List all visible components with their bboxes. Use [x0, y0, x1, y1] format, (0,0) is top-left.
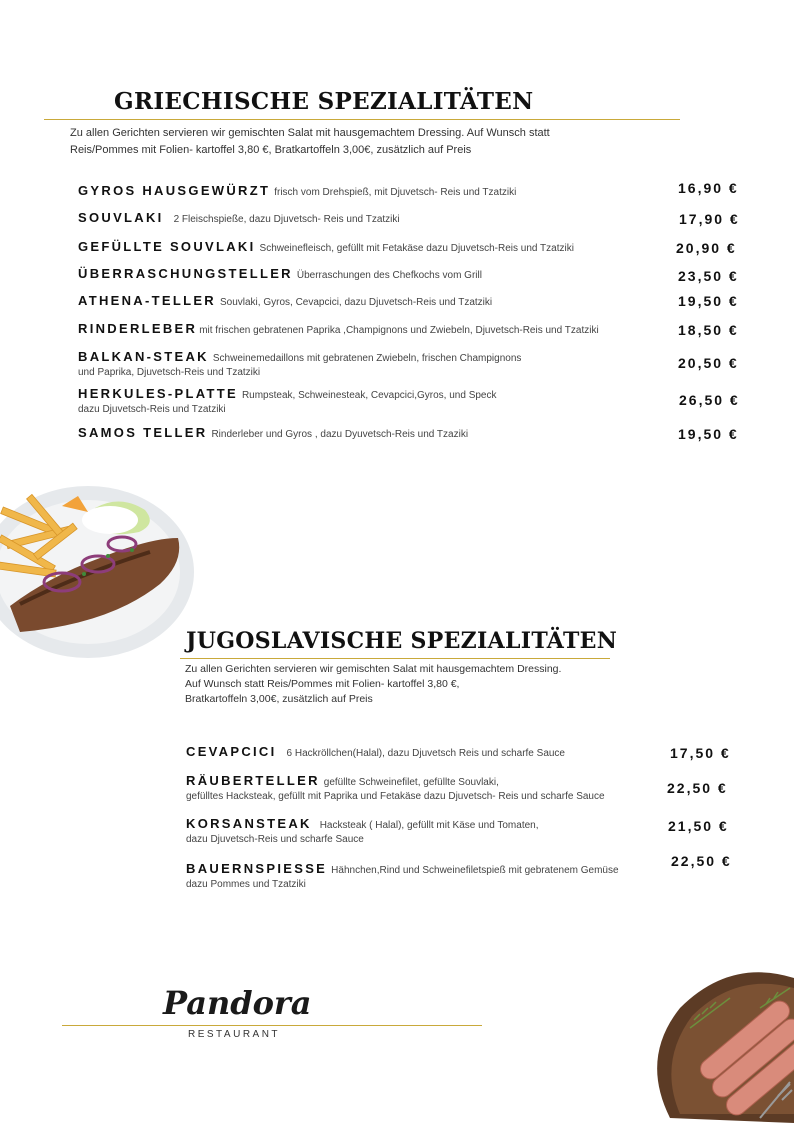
menu-item-bauernspiesse: [186, 862, 619, 892]
yugo-section-title: JUGOSLAVISCHE SPEZIALITÄTEN: [186, 628, 618, 654]
menu-item-raeuberteller: [186, 774, 605, 804]
item-price: 26,50 €: [679, 392, 740, 408]
item-price: 22,50 €: [667, 780, 728, 796]
menu-item-athena-teller: [78, 294, 492, 310]
greek-section-title: GRIECHISCHE SPEZIALITÄTEN: [114, 88, 534, 115]
item-price: 20,90 €: [676, 240, 737, 256]
item-name: SAMOS TELLER: [78, 425, 208, 440]
item-desc-line2: dazu Djuvetsch-Reis und Tzatziki: [78, 404, 226, 415]
item-name: ÜBERRASCHUNGSTELLER: [78, 266, 293, 281]
item-desc-line2: dazu Pommes und Tzatziki: [186, 879, 306, 890]
item-desc-line2: gefülltes Hacksteak, gefüllt mit Paprika und Fetakäse dazu Djuvetsch- Reis und scharfe Sauce: [186, 791, 605, 802]
yugo-intro: [185, 662, 625, 707]
item-desc: 6 Hackröllchen(Halal), dazu Djuvetsch Reis und scharfe Sauce: [286, 748, 565, 759]
menu-item-rinderleber: [78, 322, 599, 338]
menu-item-balkan-steak: [78, 350, 521, 380]
menu-item-samos-teller: [78, 426, 468, 442]
menu-item-gefuellte-souvlaki: [78, 240, 574, 256]
item-name: HERKULES-PLATTE: [78, 386, 238, 401]
menu-item-ueberraschungsteller: [78, 267, 482, 283]
item-name: GEFÜLLTE SOUVLAKI: [78, 239, 256, 254]
item-price: 22,50 €: [671, 853, 732, 869]
item-desc: Überraschungen des Chefkochs vom Grill: [296, 270, 482, 281]
item-desc: Schweinemedaillons mit gebratenen Zwiebeln, frischen Champignons: [212, 353, 522, 364]
menu-item-souvlaki: [78, 211, 400, 227]
item-name: BAUERNSPIESSE: [186, 861, 328, 876]
yugo-intro-line: Bratkartoffeln 3,00€, zusätzlich auf Preis: [185, 693, 373, 705]
item-desc: Rumpsteak, Schweinesteak, Cevapcici,Gyros, und Speck: [241, 390, 497, 401]
item-price: 20,50 €: [678, 355, 739, 371]
item-price: 17,90 €: [679, 211, 740, 227]
item-desc: 2 Fleischspieße, dazu Djuvetsch- Reis und Tzatziki: [173, 214, 400, 225]
yugo-intro-line: Zu allen Gerichten servieren wir gemischten Salat mit hausgemachtem Dressing.: [185, 663, 562, 675]
item-desc: frisch vom Drehspieß, mit Djuvetsch- Reis und Tzatziki: [274, 187, 517, 198]
sausage-board-image: [650, 968, 794, 1123]
item-name: SOUVLAKI: [78, 210, 164, 225]
item-desc-line2: und Paprika, Djuvetsch-Reis und Tzatziki: [78, 367, 261, 378]
item-name: GYROS HAUSGEWÜRZT: [78, 183, 271, 198]
item-desc: Souvlaki, Gyros, Cevapcici, dazu Djuvetsch-Reis und Tzatziki: [219, 297, 493, 308]
menu-item-herkules-platte: [78, 387, 497, 417]
item-price: 23,50 €: [678, 268, 739, 284]
greek-intro: [70, 125, 690, 159]
item-name: RÄUBERTELLER: [186, 773, 320, 788]
item-price: 17,50 €: [670, 745, 731, 761]
item-desc: mit frischen gebratenen Paprika ,Champignons und Zwiebeln, Djuvetsch-Reis und Tzatziki: [199, 325, 599, 336]
menu-item-gyros: [78, 184, 516, 200]
brand-rule: [62, 1025, 482, 1026]
brand-logo: Pandora: [163, 984, 312, 1022]
item-name: ATHENA-TELLER: [78, 293, 216, 308]
item-price: 19,50 €: [678, 426, 739, 442]
item-name: BALKAN-STEAK: [78, 349, 209, 364]
item-name: CEVAPCICI: [186, 744, 277, 759]
greek-intro-line: Zu allen Gerichten servieren wir gemischten Salat mit hausgemachtem Dressing. Auf Wunsch statt: [70, 127, 550, 139]
greek-intro-line: Reis/Pommes mit Folien- kartoffel 3,80 €, Bratkartoffeln 3,00€, zusätzlich auf Preis: [70, 144, 472, 156]
brand-subtitle: RESTAURANT: [188, 1029, 281, 1040]
item-desc: Rinderleber und Gyros , dazu Dyuvetsch-Reis und Tzaziki: [211, 429, 469, 440]
item-price: 18,50 €: [678, 322, 739, 338]
item-desc: Hähnchen,Rind und Schweinefiletspieß mit gebratenem Gemüse: [331, 865, 619, 876]
item-name: KORSANSTEAK: [186, 816, 312, 831]
yugo-title-rule: [180, 658, 610, 659]
yugo-intro-line: Auf Wunsch statt Reis/Pommes mit Folien- kartoffel 3,80 €,: [185, 678, 460, 690]
gyros-plate-image: [0, 478, 200, 664]
item-desc-line2: dazu Djuvetsch-Reis und scharfe Sauce: [186, 834, 364, 845]
item-price: 19,50 €: [678, 293, 739, 309]
menu-item-cevapcici: [186, 745, 565, 761]
item-name: RINDERLEBER: [78, 321, 198, 336]
item-desc: Schweinefleisch, gefüllt mit Fetakäse dazu Djuvetsch-Reis und Tzatziki: [259, 243, 574, 254]
menu-item-korsansteak: [186, 817, 539, 847]
item-desc: Hacksteak ( Halal), gefüllt mit Käse und Tomaten,: [319, 820, 539, 831]
greek-title-rule: [44, 119, 680, 120]
item-price: 21,50 €: [668, 818, 729, 834]
item-price: 16,90 €: [678, 180, 739, 196]
item-desc: gefüllte Schweinefilet, gefüllte Souvlaki,: [323, 777, 499, 788]
